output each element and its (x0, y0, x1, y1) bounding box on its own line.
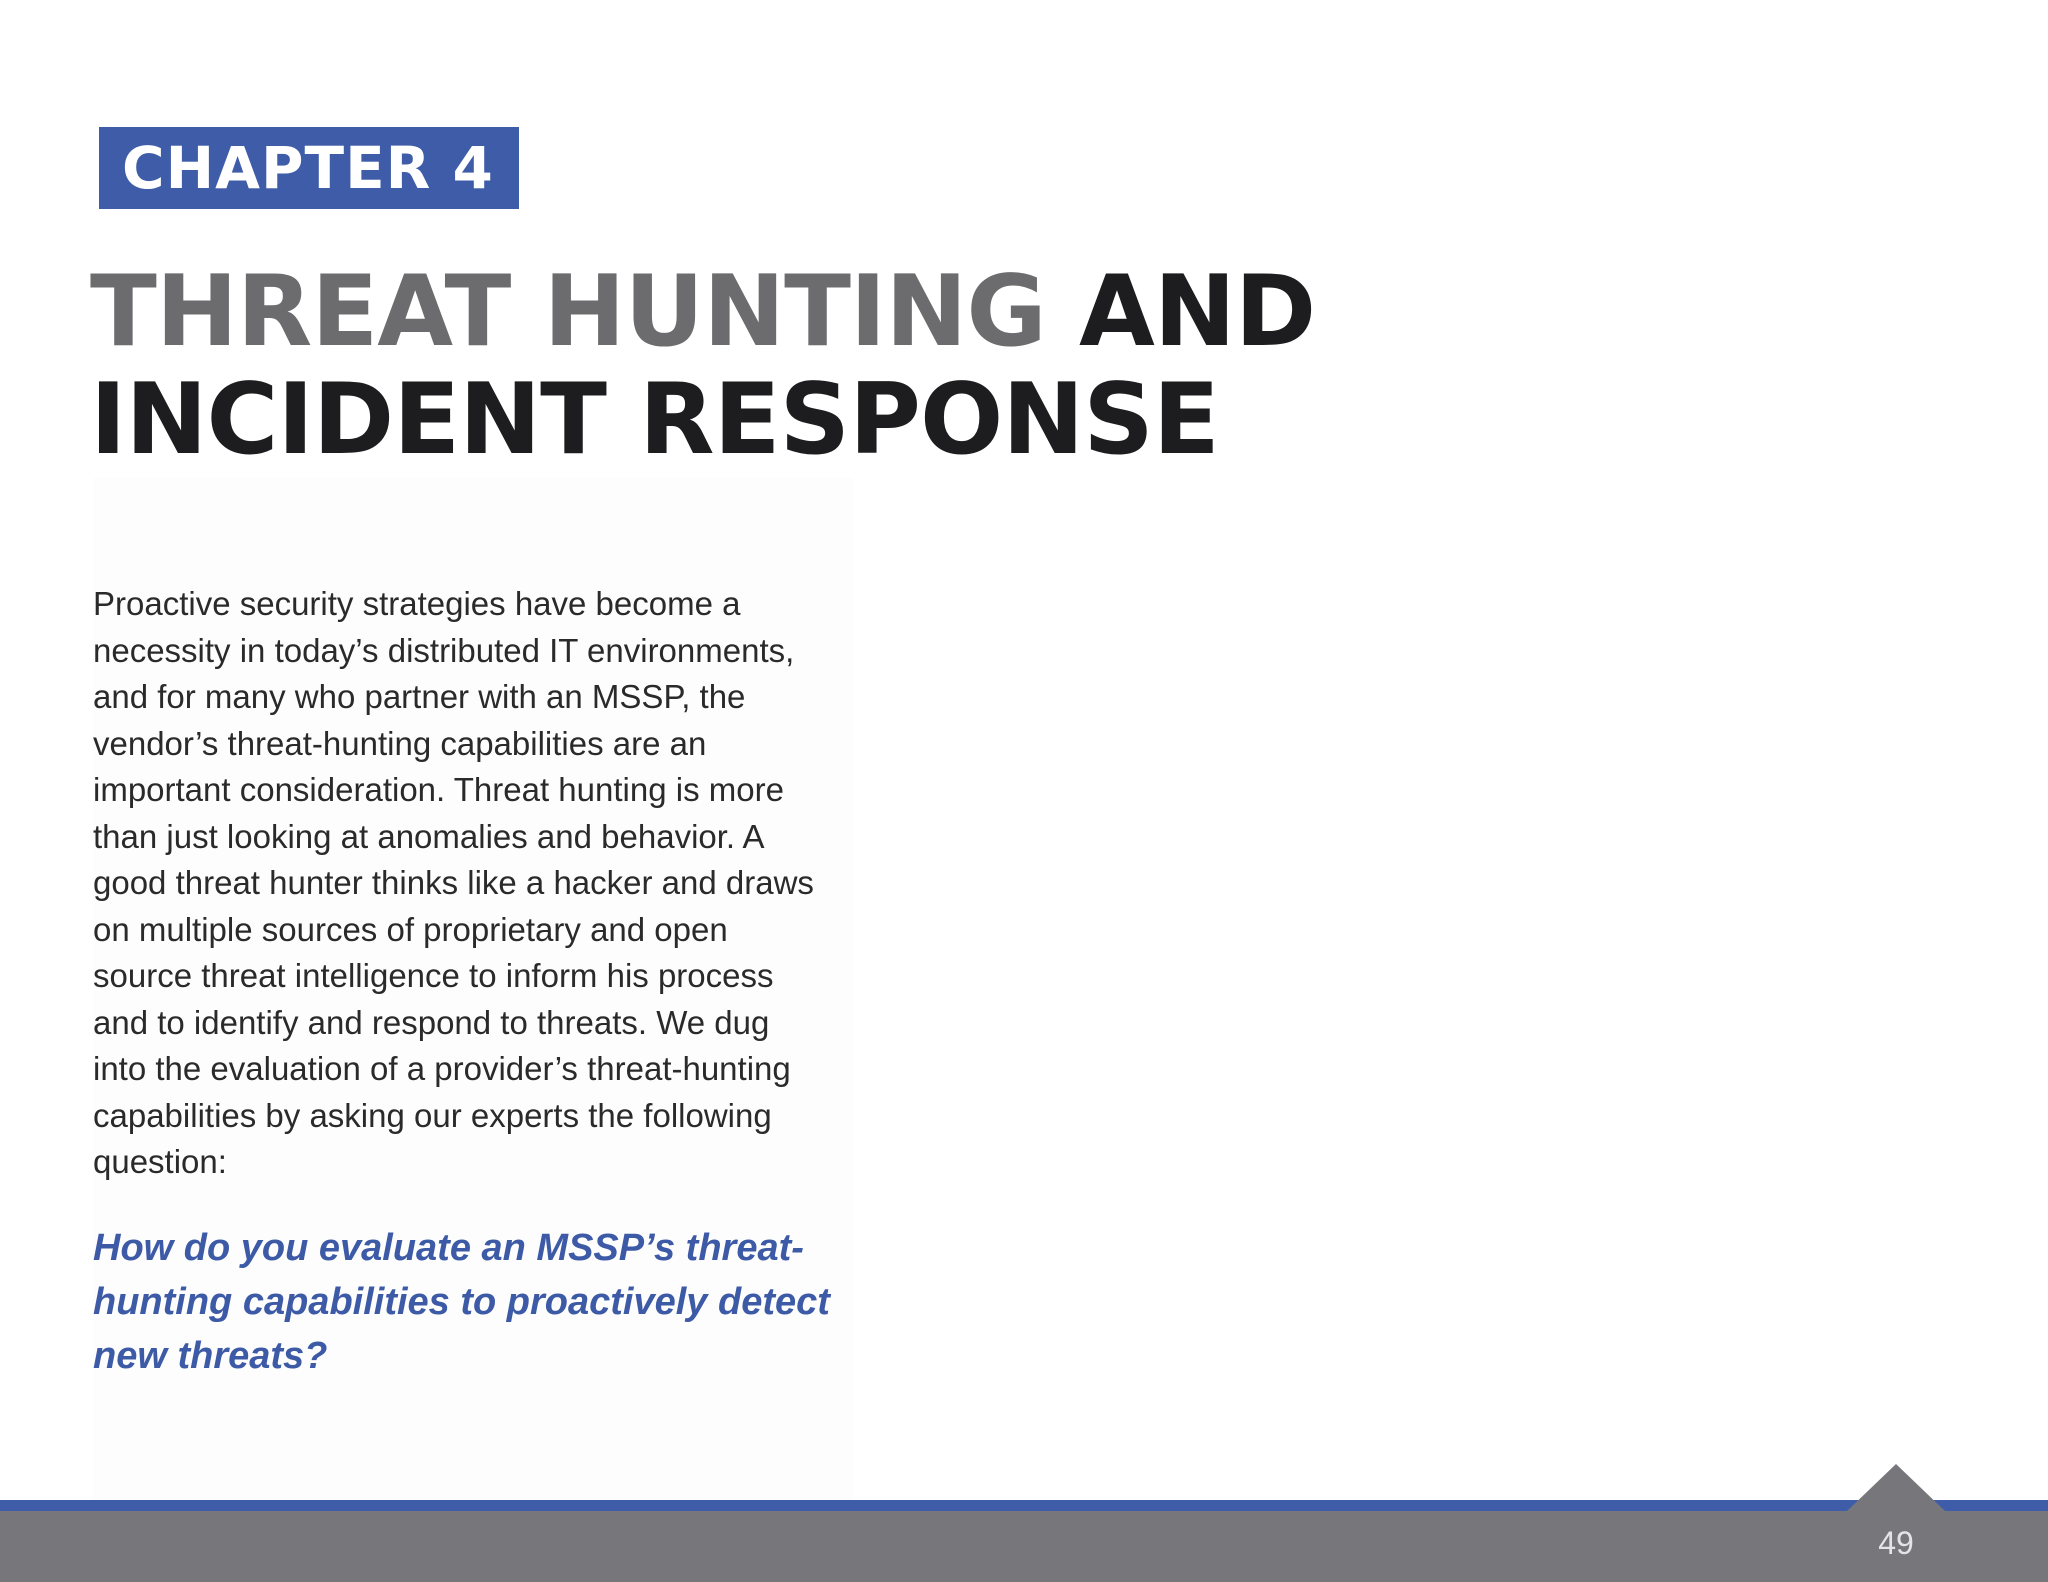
page-tab-triangle (1846, 1464, 1946, 1512)
paragraph-line: question: (93, 1143, 227, 1180)
question-callout (93, 1221, 883, 1383)
paragraph-line: vendor’s threat-hunting capabilities are an (93, 724, 707, 762)
footer-accent-line (0, 1500, 2048, 1511)
title-highlight: THREAT HUNTING (90, 255, 1046, 369)
paragraph-line: on multiple sources of proprietary and open (93, 910, 728, 948)
paragraph-line: necessity in today’s distributed IT environments, (93, 631, 795, 669)
paragraph-line: capabilities by asking our experts the following (93, 1096, 772, 1134)
paragraph-line: good threat hunter thinks like a hacker and draws (93, 864, 814, 901)
paragraph-line: and to identify and respond to threats. We dug (93, 1003, 770, 1041)
question-line: How do you evaluate an MSSP’s threat- (93, 1227, 804, 1269)
chapter-label: CHAPTER 4 (122, 134, 494, 202)
chapter-title (90, 255, 1390, 477)
paragraph-line: Proactive security strategies have become a (93, 585, 741, 622)
paragraph-line: source threat intelligence to inform his process (93, 957, 774, 994)
title-line-1 (90, 255, 1390, 369)
question-line: hunting capabilities to proactively detect (93, 1281, 830, 1323)
paragraph-line: into the evaluation of a provider’s threat-hunting (93, 1050, 791, 1087)
question-line: new threats? (93, 1335, 328, 1377)
paragraph-line: than just looking at anomalies and behavior. A (93, 817, 765, 855)
paragraph-line: important consideration. Threat hunting is more (93, 771, 784, 808)
intro-paragraph (93, 581, 873, 1186)
chapter-badge (99, 127, 519, 209)
title-rest: AND (1078, 255, 1316, 369)
title-line-2: INCIDENT RESPONSE (90, 363, 1219, 477)
paragraph-line: and for many who partner with an MSSP, the (93, 678, 746, 715)
footer-bar (0, 1511, 2048, 1582)
page-number: 49 (1878, 1525, 1914, 1561)
